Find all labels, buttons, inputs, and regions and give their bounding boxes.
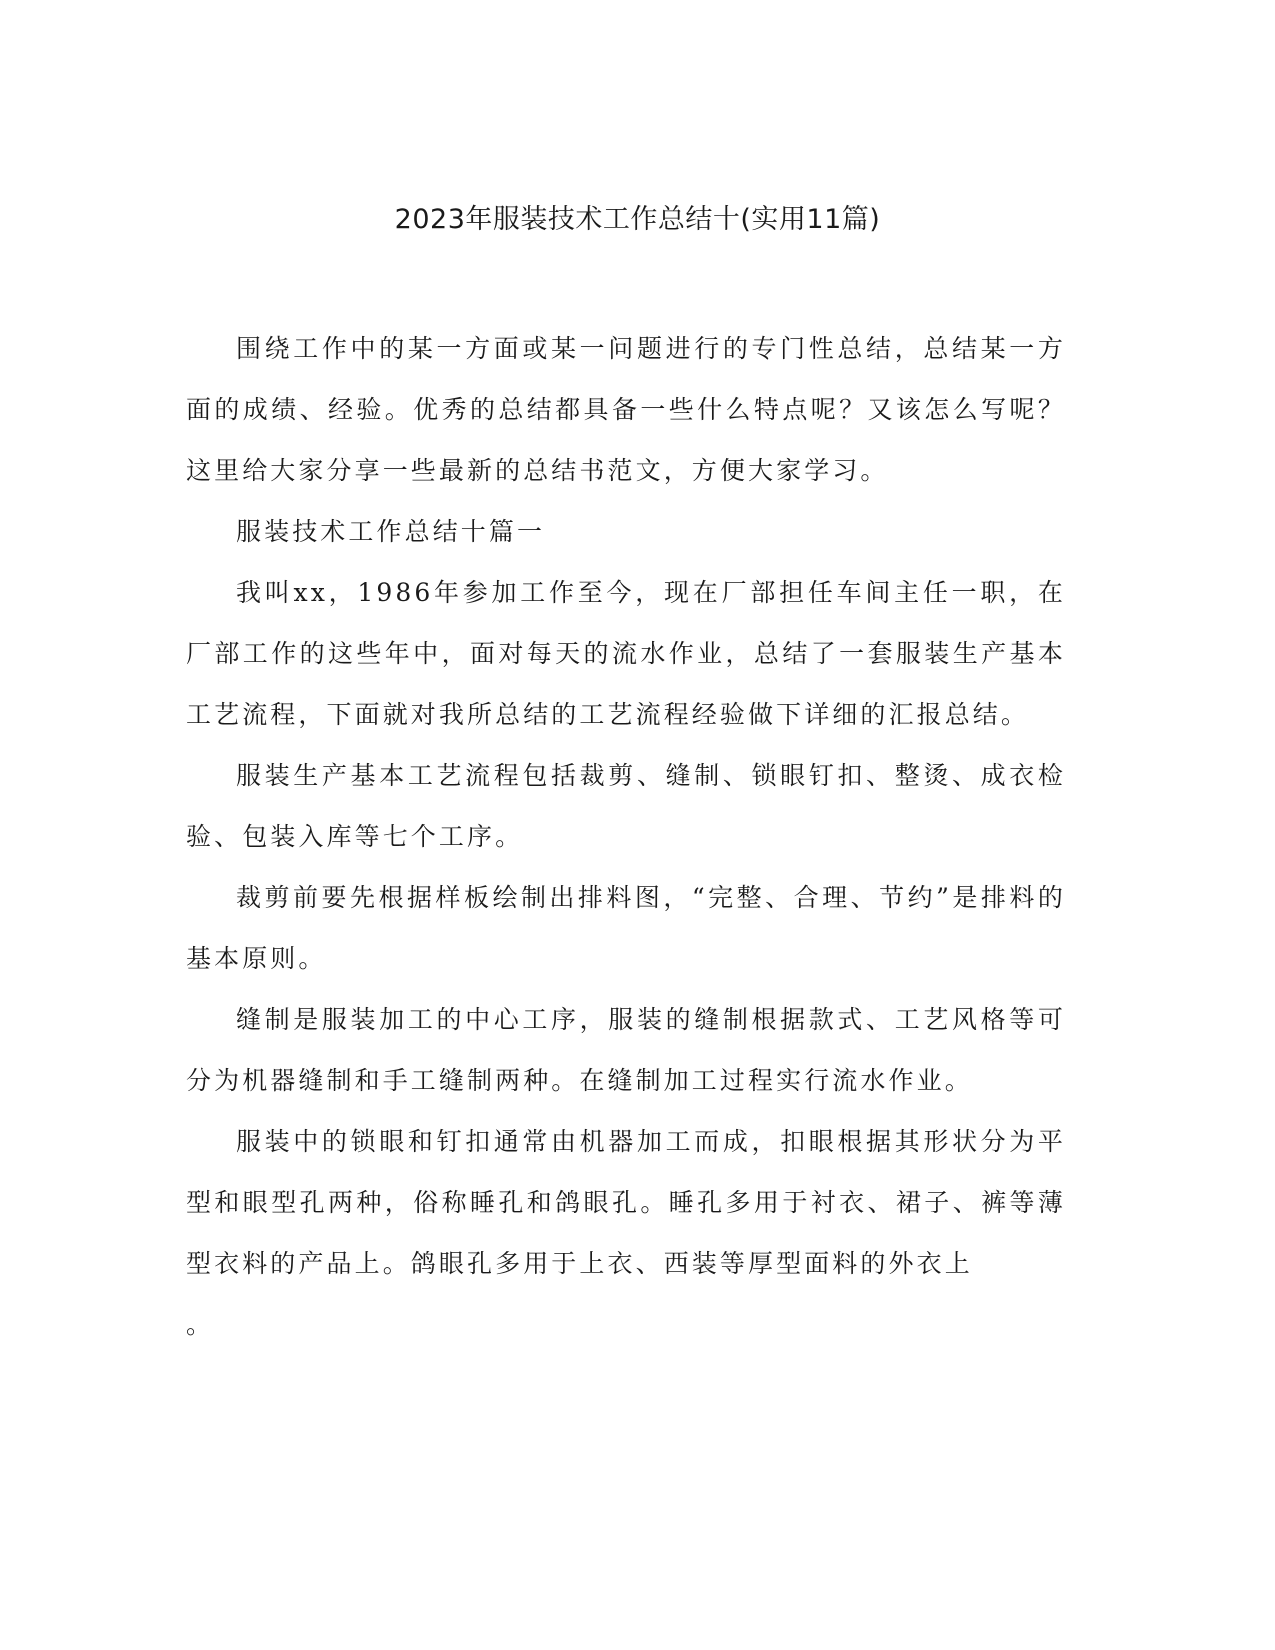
trailing-punctuation: 。 [186, 1310, 215, 1339]
body-paragraph: 我叫xx，1986年参加工作至今，现在厂部担任车间主任一职，在厂部工作的这些年中，面对每天的流水作业，总结了一套服装生产基本工艺流程，下面就对我所总结的工艺流程经验做下详细的汇报总结。 [186, 578, 1066, 729]
body-paragraph: 裁剪前要先根据样板绘制出排料图，“完整、合理、节约”是排料的基本原则。 [186, 883, 1066, 973]
body-paragraph: 缝制是服装加工的中心工序，服装的缝制根据款式、工艺风格等可分为机器缝制和手工缝制两种。在缝制加工过程实行流水作业。 [186, 1005, 1066, 1095]
section-heading: 服装技术工作总结十篇一 [236, 517, 546, 546]
body-paragraph: 服装中的锁眼和钉扣通常由机器加工而成，扣眼根据其形状分为平型和眼型孔两种，俗称睡孔和鸽眼孔。睡孔多用于衬衣、裙子、裤等薄型衣料的产品上。鸽眼孔多用于上衣、西装等厚型面料的外衣上 [186, 1127, 1066, 1278]
intro-paragraph: 围绕工作中的某一方面或某一问题进行的专门性总结，总结某一方面的成绩、经验。优秀的总结都具备一些什么特点呢？又该怎么写呢？这里给大家分享一些最新的总结书范文，方便大家学习。 [186, 334, 1066, 485]
document-title: 2023年服装技术工作总结十(实用11篇) [394, 204, 881, 235]
document-body [186, 318, 1066, 1355]
body-paragraph: 服装生产基本工艺流程包括裁剪、缝制、锁眼钉扣、整烫、成衣检验、包装入库等七个工序。 [186, 761, 1066, 851]
